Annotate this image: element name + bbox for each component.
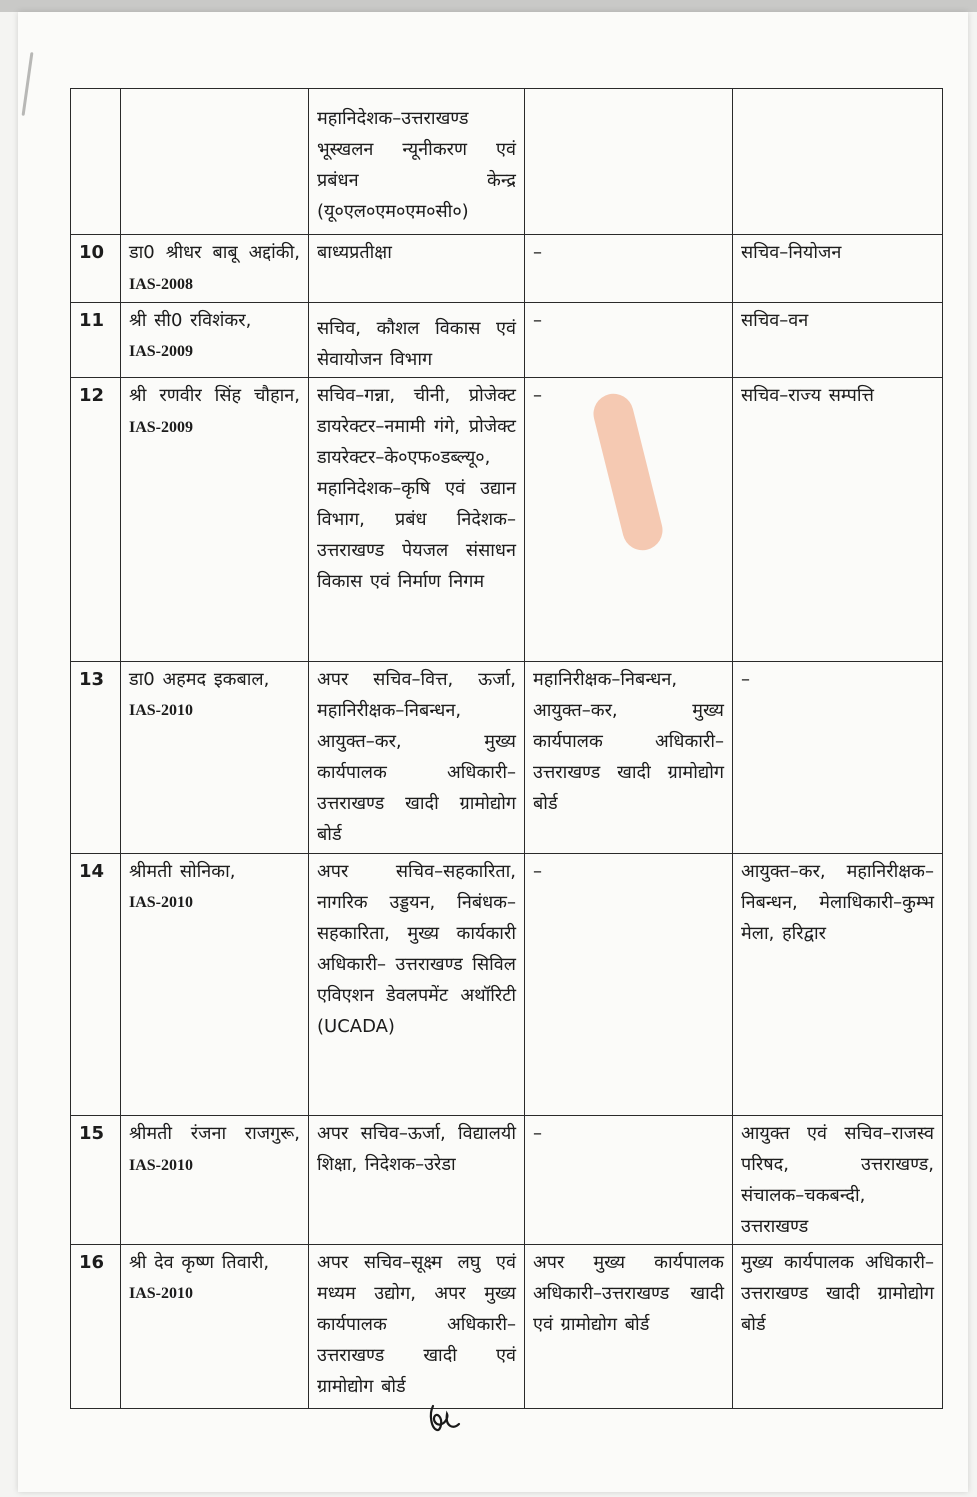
relieved-from-cell: –: [525, 854, 733, 1116]
current-post-cell: बाध्यप्रतीक्षा: [309, 235, 525, 303]
service-batch: IAS-2009: [129, 419, 194, 436]
handwritten-initials: [425, 1400, 465, 1434]
table-row: [71, 662, 943, 854]
officer-cell: [121, 235, 309, 303]
officer-name: श्री देव कृष्ण तिवारी,: [129, 1252, 270, 1273]
service-batch: IAS-2010: [129, 894, 194, 911]
new-post-cell: आयुक्त एवं सचिव–राजस्व परिषद, उत्तराखण्ड, संचालक–चकबन्दी, उत्तराखण्ड: [733, 1116, 943, 1245]
service-batch: IAS-2010: [129, 702, 194, 719]
officer-name: श्रीमती सोनिका,: [129, 861, 236, 882]
officer-name: डा0 श्रीधर बाबू अद्दांकी,: [129, 242, 300, 263]
officer-cell: [121, 378, 309, 662]
transfer-order-table: [70, 88, 943, 1409]
service-batch: IAS-2009: [129, 343, 194, 360]
serial-number: 14: [71, 854, 121, 1116]
serial-number: 12: [71, 378, 121, 662]
service-batch: IAS-2010: [129, 1285, 194, 1302]
officer-cell: [121, 1116, 309, 1245]
current-post-cell: सचिव–गन्ना, चीनी, प्रोजेक्ट डायरेक्टर–नमामी गंगे, प्रोजेक्ट डायरेक्टर–के०एफ०डब्ल्यू०, महानिदेशक–कृषि एवं उद्यान विभाग, प्रबंध निदेशक–उत्तराखण्ड पेयजल संसाधन विकास एवं निर्माण निगम: [309, 378, 525, 662]
new-post-cell: सचिव–वन: [733, 303, 943, 378]
serial-cell: [71, 89, 121, 235]
officer-name: डा0 अहमद इकबाल,: [129, 669, 270, 690]
serial-number: 15: [71, 1116, 121, 1245]
serial-number: 11: [71, 303, 121, 378]
relieved-from-cell: महानिरीक्षक–निबन्धन, आयुक्त–कर, मुख्य कार्यपालक अधिकारी–उत्तराखण्ड खादी ग्रामोद्योग बोर्ड: [525, 662, 733, 854]
table-row: [71, 1116, 943, 1245]
relieved-from-cell: अपर मुख्य कार्यपालक अधिकारी–उत्तराखण्ड खादी एवं ग्रामोद्योग बोर्ड: [525, 1245, 733, 1409]
new-post-cell: सचिव–राज्य सम्पत्ति: [733, 378, 943, 662]
service-batch: IAS-2008: [129, 276, 194, 293]
new-post-cell: –: [733, 662, 943, 854]
new-post-cell: मुख्य कार्यपालक अधिकारी–उत्तराखण्ड खादी ग्रामोद्योग बोर्ड: [733, 1245, 943, 1409]
serial-number: 13: [71, 662, 121, 854]
relieved-from-cell: –: [525, 378, 733, 662]
officer-cell: [121, 854, 309, 1116]
officer-cell: [121, 1245, 309, 1409]
new-post-cell: आयुक्त–कर, महानिरीक्षक–निबन्धन, मेलाधिकारी–कुम्भ मेला, हरिद्वार: [733, 854, 943, 1116]
officer-name: श्रीमती रंजना राजगुरू,: [129, 1123, 300, 1144]
relieved-from-cell: –: [525, 303, 733, 378]
current-post-cell: अपर सचिव–वित्त, ऊर्जा, महानिरीक्षक–निबन्धन, आयुक्त–कर, मुख्य कार्यपालक अधिकारी–उत्तराखण्ड खादी ग्रामोद्योग बोर्ड: [309, 662, 525, 854]
officer-cell: [121, 303, 309, 378]
scan-top-band: [0, 0, 977, 12]
table-row: [71, 1245, 943, 1409]
officer-name: श्री सी0 रविशंकर,: [129, 310, 252, 331]
serial-number: 10: [71, 235, 121, 303]
current-post-cell: अपर सचिव–सहकारिता, नागरिक उड्डयन, निबंधक–सहकारिता, मुख्य कार्यकारी अधिकारी– उत्तराखण्ड सिविल एविएशन डेवलपमेंट अथॉरिटी (UCADA): [309, 854, 525, 1116]
table-row: [71, 378, 943, 662]
current-post-cell: अपर सचिव–ऊर्जा, विद्यालयी शिक्षा, निदेशक–उरेडा: [309, 1116, 525, 1245]
table-row-continuation: [71, 89, 943, 235]
current-post-cell: अपर सचिव–सूक्ष्म लघु एवं मध्यम उद्योग, अपर मुख्य कार्यपालक अधिकारी–उत्तराखण्ड खादी एवं ग्रामोद्योग बोर्ड: [309, 1245, 525, 1409]
new-post-cell: सचिव–नियोजन: [733, 235, 943, 303]
relieved-from-cell: [525, 89, 733, 235]
table-row: [71, 854, 943, 1116]
current-post-cell: सचिव, कौशल विकास एवं सेवायोजन विभाग: [309, 303, 525, 378]
current-post-cell: महानिदेशक–उत्तराखण्ड भूस्खलन न्यूनीकरण एवं प्रबंधन केन्द्र (यू०एल०एम०एम०सी०): [309, 89, 525, 235]
table-row: [71, 235, 943, 303]
relieved-from-cell: –: [525, 1116, 733, 1245]
table-row: [71, 303, 943, 378]
officer-cell: [121, 89, 309, 235]
relieved-from-cell: –: [525, 235, 733, 303]
officer-cell: [121, 662, 309, 854]
new-post-cell: [733, 89, 943, 235]
service-batch: IAS-2010: [129, 1157, 194, 1174]
serial-number: 16: [71, 1245, 121, 1409]
officer-name: श्री रणवीर सिंह चौहान,: [129, 385, 300, 406]
